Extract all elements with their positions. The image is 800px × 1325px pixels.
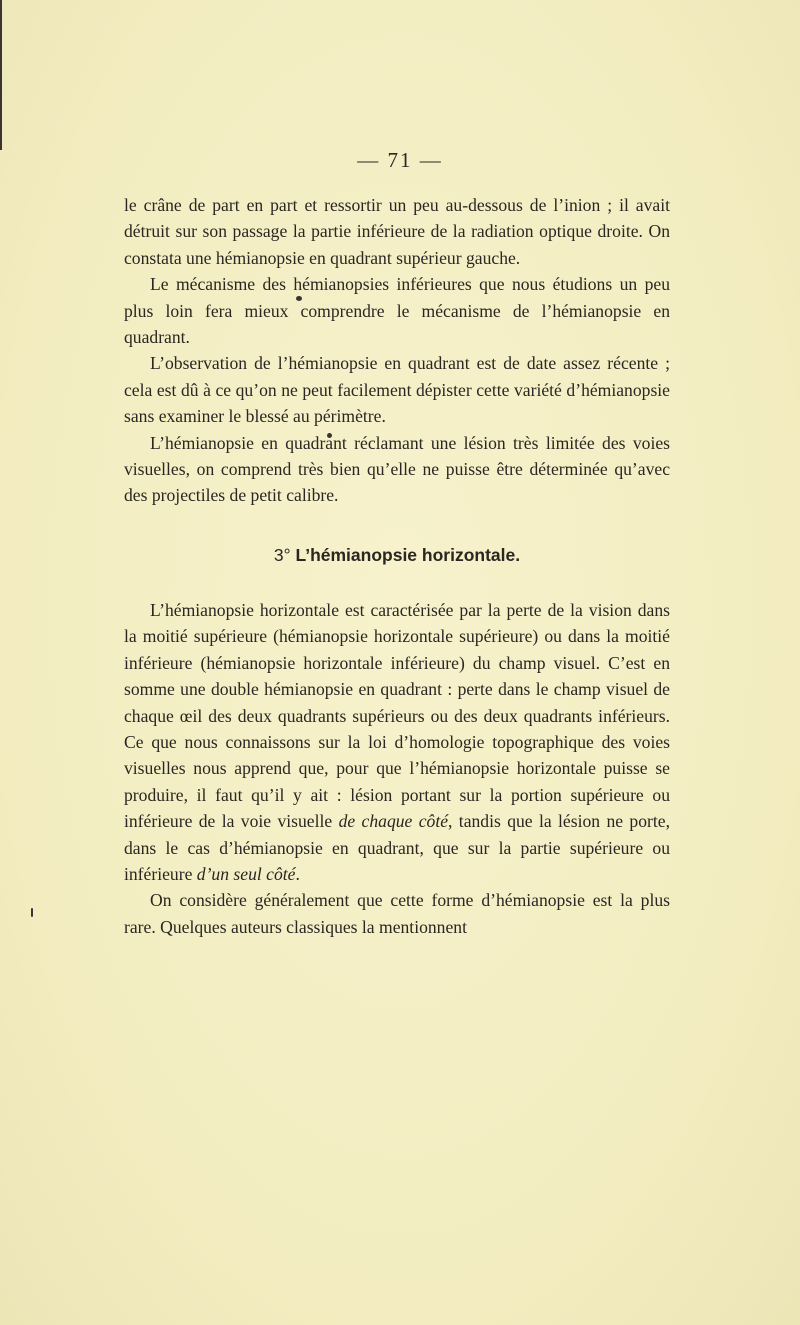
- section-heading: [124, 544, 670, 566]
- section-title: L’hémianopsie horizontale.: [295, 544, 521, 565]
- body-text: [124, 192, 670, 940]
- paragraph-5-middle: , tandis que la lésion ne porte, dans le cas d’hémianopsie en quadrant, que sur la partie supérieure ou inférieure: [124, 811, 670, 884]
- section-number: 3°: [273, 544, 291, 565]
- page-edge-shadow: [0, 0, 2, 150]
- speck: [31, 908, 33, 917]
- paragraph-1: le crâne de part en part et ressortir un peu au-dessous de l’inion ; il avait détruit sur son passage la partie inférieure de la radiation optique droite. On constata une hémianopsie en quadrant supérieur gauche.: [124, 195, 670, 268]
- paragraph-2: Le mécanisme des hémianopsies inférieures que nous étudions un peu plus loin fera mieux comprendre le mécanisme de l’hémianopsie en quadrant.: [124, 274, 670, 348]
- paragraph-5-text: L’hémianopsie horizontale est caractérisée par la perte de la vision dans la moitié supérieure (hémianopsie horizontale supérieure) ou dans la moitié inférieure (hémianopsie horizontale inférieure) du champ visuel. C’est en somme une double hémianopsie en quadrant : perte dans le champ visuel de chaque œil des deux quadrants supérieurs ou des deux quadrants inférieurs. Ce que nous connaissons sur la loi d’homologie topographique des voies visuelles nous apprend que, pour que l’hémianopsie horizontale puisse se produire, il faut qu’il y ait : lésion portant sur la portion supérieure ou inférieure de la voie visuelle: [124, 599, 670, 832]
- italic-seul-cote: d’un seul côté: [196, 863, 296, 884]
- italic-chaque-cote: de chaque côté: [338, 811, 449, 832]
- paragraph-4: L’hémianopsie en quadrant réclamant une lésion très limitée des voies visuelles, on comprend très bien qu’elle ne puisse être déterminée qu’avec des projectiles de petit calibre.: [124, 432, 670, 506]
- page-number: — 71 —: [357, 148, 443, 172]
- paragraph-5-end: .: [295, 863, 300, 884]
- paragraph-5: [124, 597, 670, 887]
- paragraph-6: On considère généralement que cette forme d’hémianopsie est la plus rare. Quelques auteurs classiques la mentionnent: [124, 890, 670, 937]
- paragraph-3: L’observation de l’hémianopsie en quadrant est de date assez récente ; cela est dû à ce qu’on ne peut facilement dépister cette variété d’hémianopsie sans examiner le blessé au périmètre.: [124, 353, 670, 427]
